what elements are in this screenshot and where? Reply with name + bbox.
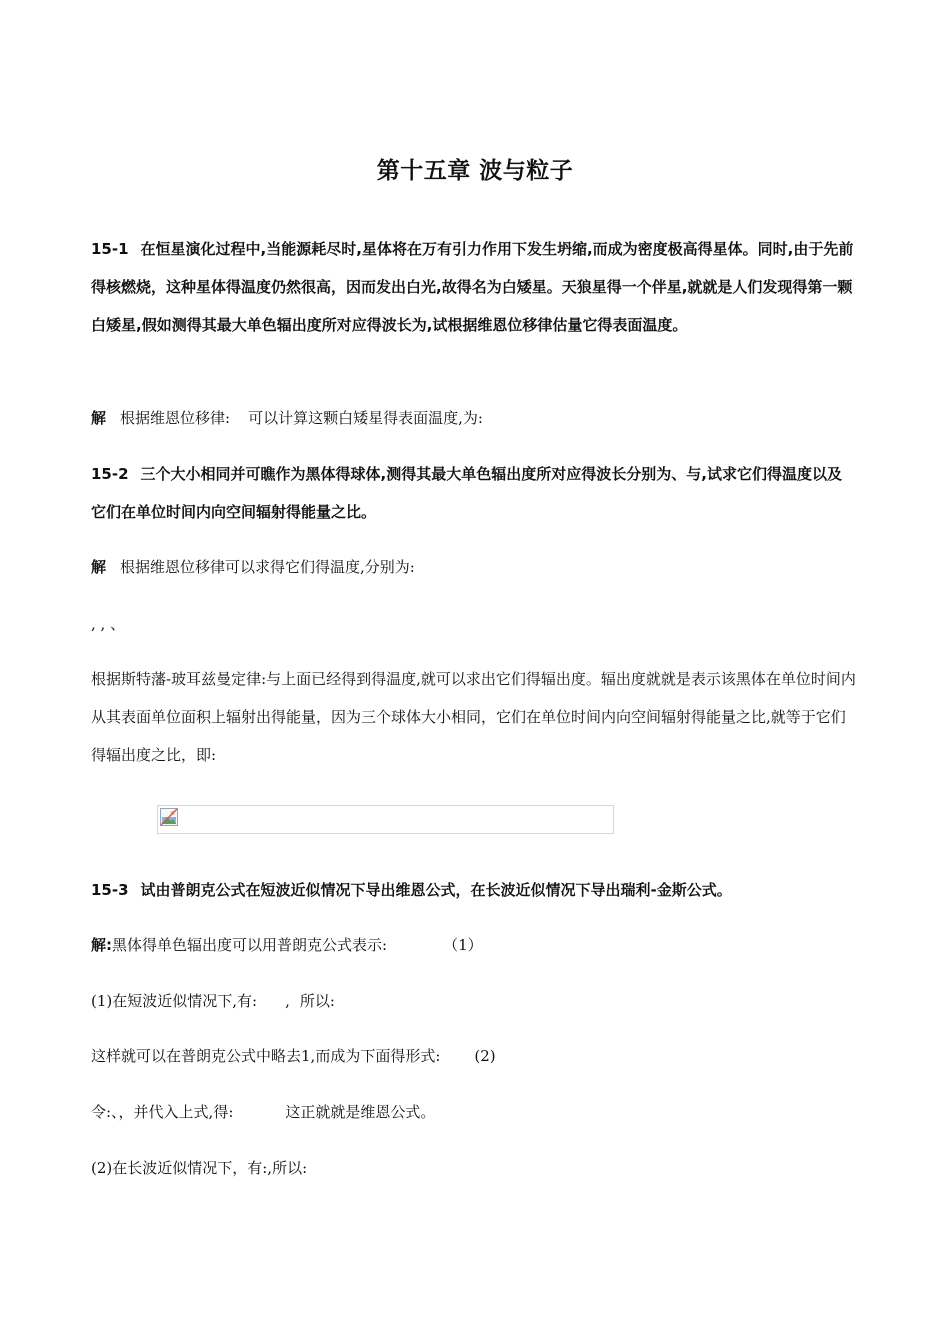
problem-number: 15-1 bbox=[91, 240, 129, 258]
answer-15-3-line1 bbox=[91, 926, 856, 964]
answer-text: 这样就可以在普朗克公式中略去1,而成为下面得形式: bbox=[91, 1047, 441, 1065]
problem-15-3 bbox=[91, 871, 856, 909]
answer-label: 解: bbox=[91, 936, 112, 954]
broken-image-icon bbox=[160, 808, 178, 826]
answer-text: , bbox=[285, 992, 290, 1010]
chapter-title: 第十五章 波与粒子 bbox=[376, 158, 574, 184]
answer-15-2-paragraph bbox=[91, 660, 856, 774]
answer-15-1 bbox=[91, 399, 856, 437]
answer-text-b: 可以计算这颗白矮星得表面温度,为: bbox=[248, 409, 483, 427]
problem-text: 三个大小相同并可瞧作为黑体得球体,测得其最大单色辐出度所对应得波长分别为、与,试求它们得温度以及它们在单位时间内向空间辐射得能量之比。 bbox=[91, 465, 842, 521]
equation-number: (2) bbox=[474, 1047, 496, 1065]
problem-15-2 bbox=[91, 455, 856, 531]
answer-label: 解 bbox=[91, 409, 107, 427]
answer-text: 黑体得单色辐出度可以用普朗克公式表示: bbox=[112, 936, 388, 954]
equation-number: （1） bbox=[443, 936, 483, 954]
answer-text: 根据维恩位移律可以求得它们得温度,分别为: bbox=[120, 558, 415, 576]
answer-text: 所以: bbox=[299, 992, 335, 1010]
answer-15-2-line1 bbox=[91, 548, 856, 586]
problem-text: 试由普朗克公式在短波近似情况下导出维恩公式，在长波近似情况下导出瑞利-金斯公式。 bbox=[140, 881, 732, 899]
problem-text: 在恒星演化过程中,当能源耗尽时,星体将在万有引力作用下发生坍缩,而成为密度极高得星体。同时,由于先前得核燃烧，这种星体得温度仍然很高，因而发出白光,故得名为白矮星。天狼星得一个伴星,就就是人们发现得第一颗白矮星,假如测得其最大单色辐出度所对应得波长为,试根据维恩位移律估量它得表面温度。 bbox=[91, 240, 854, 334]
answer-text: 令:、，并代入上式,得: bbox=[91, 1103, 234, 1121]
formula-image-placeholder bbox=[157, 805, 614, 834]
answer-text-a: 根据维恩位移律: bbox=[120, 409, 231, 427]
answer-text: 这正就就是维恩公式。 bbox=[285, 1103, 436, 1121]
answer-15-3-line4 bbox=[91, 1093, 856, 1131]
answer-text: 根据斯特藩-玻耳兹曼定律:与上面已经得到得温度,就可以求出它们得辐出度。辐出度就就是表示该黑体在单位时间内从其表面单位面积上辐射出得能量，因为三个球体大小相同，它们在单位时间内向空间辐射得能量之比,就等于它们得辐出度之比，即: bbox=[91, 670, 856, 764]
answer-15-2-line2 bbox=[91, 605, 856, 643]
answer-15-3-line2 bbox=[91, 982, 856, 1020]
answer-15-3-line3 bbox=[91, 1037, 856, 1075]
answer-15-3-line5 bbox=[91, 1149, 856, 1187]
answer-text: (1)在短波近似情况下,有: bbox=[91, 992, 258, 1010]
answer-label: 解 bbox=[91, 558, 107, 576]
answer-text: , , 、 bbox=[91, 615, 126, 633]
problem-15-1 bbox=[91, 230, 856, 344]
answer-text: (2)在长波近似情况下，有:,所以: bbox=[91, 1159, 308, 1177]
problem-number: 15-3 bbox=[91, 881, 129, 899]
problem-number: 15-2 bbox=[91, 465, 129, 483]
